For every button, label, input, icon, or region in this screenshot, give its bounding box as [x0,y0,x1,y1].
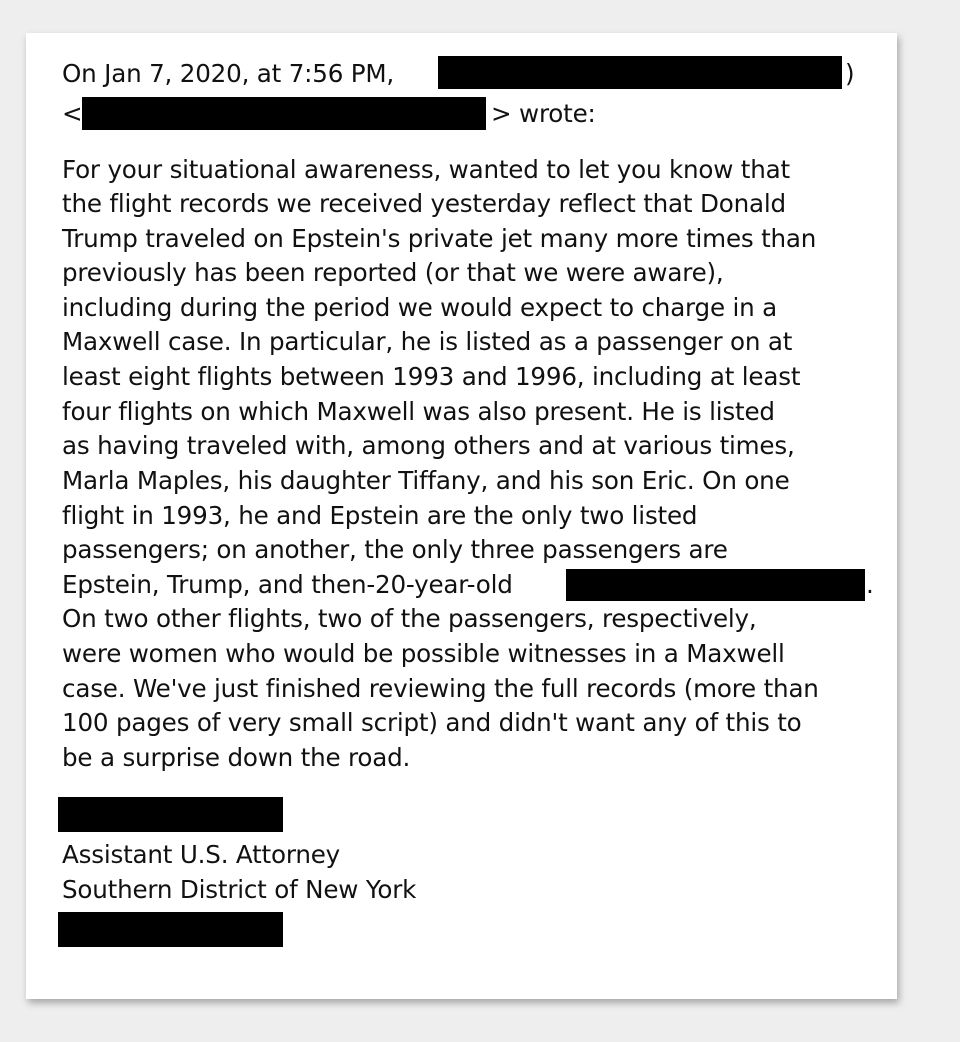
signature-office: Southern District of New York [62,875,417,904]
signature-title: Assistant U.S. Attorney [62,840,340,869]
body-line: the flight records we received yesterday reflect that Donald [62,189,786,218]
redacted-passenger-name [566,569,865,601]
body-line: Epstein, Trump, and then-20-year-old [62,570,513,599]
header-email-open: < [62,99,83,128]
header-date-line [62,57,394,92]
redacted-sender-name [438,56,842,89]
header-wrote: > wrote: [491,99,596,128]
body-line: four flights on which Maxwell was also present. He is listed [62,397,775,426]
body-line: Trump traveled on Epstein's private jet many more times than [62,224,817,253]
body-line: flight in 1993, he and Epstein are the only two listed [62,501,698,530]
redacted-signatory-name [58,797,283,832]
header-paren: ) [845,59,855,88]
body-line: passengers; on another, the only three passengers are [62,535,728,564]
body-line: 100 pages of very small script) and didn't want any of this to [62,708,802,737]
body-period: . [866,570,874,599]
body-line: be a surprise down the road. [62,743,411,772]
body-line: case. We've just finished reviewing the full records (more than [62,674,819,703]
body-line: On two other flights, two of the passengers, respectively, [62,604,757,633]
body-line: were women who would be possible witnesses in a Maxwell [62,639,785,668]
body-line: including during the period we would expect to charge in a [62,293,778,322]
body-line: as having traveled with, among others and at various times, [62,431,795,460]
body-line: Maxwell case. In particular, he is listed as a passenger on at [62,327,793,356]
redacted-signatory-contact [58,912,283,947]
body-line: least eight flights between 1993 and 1996, including at least [62,362,801,391]
redacted-sender-email [82,97,486,130]
header-date-text: On Jan 7, 2020, at 7:56 PM, [62,59,395,88]
body-line: For your situational awareness, wanted to let you know that [62,155,790,184]
body-line: previously has been reported (or that we were aware), [62,258,724,287]
body-line: Marla Maples, his daughter Tiffany, and his son Eric. On one [62,466,790,495]
